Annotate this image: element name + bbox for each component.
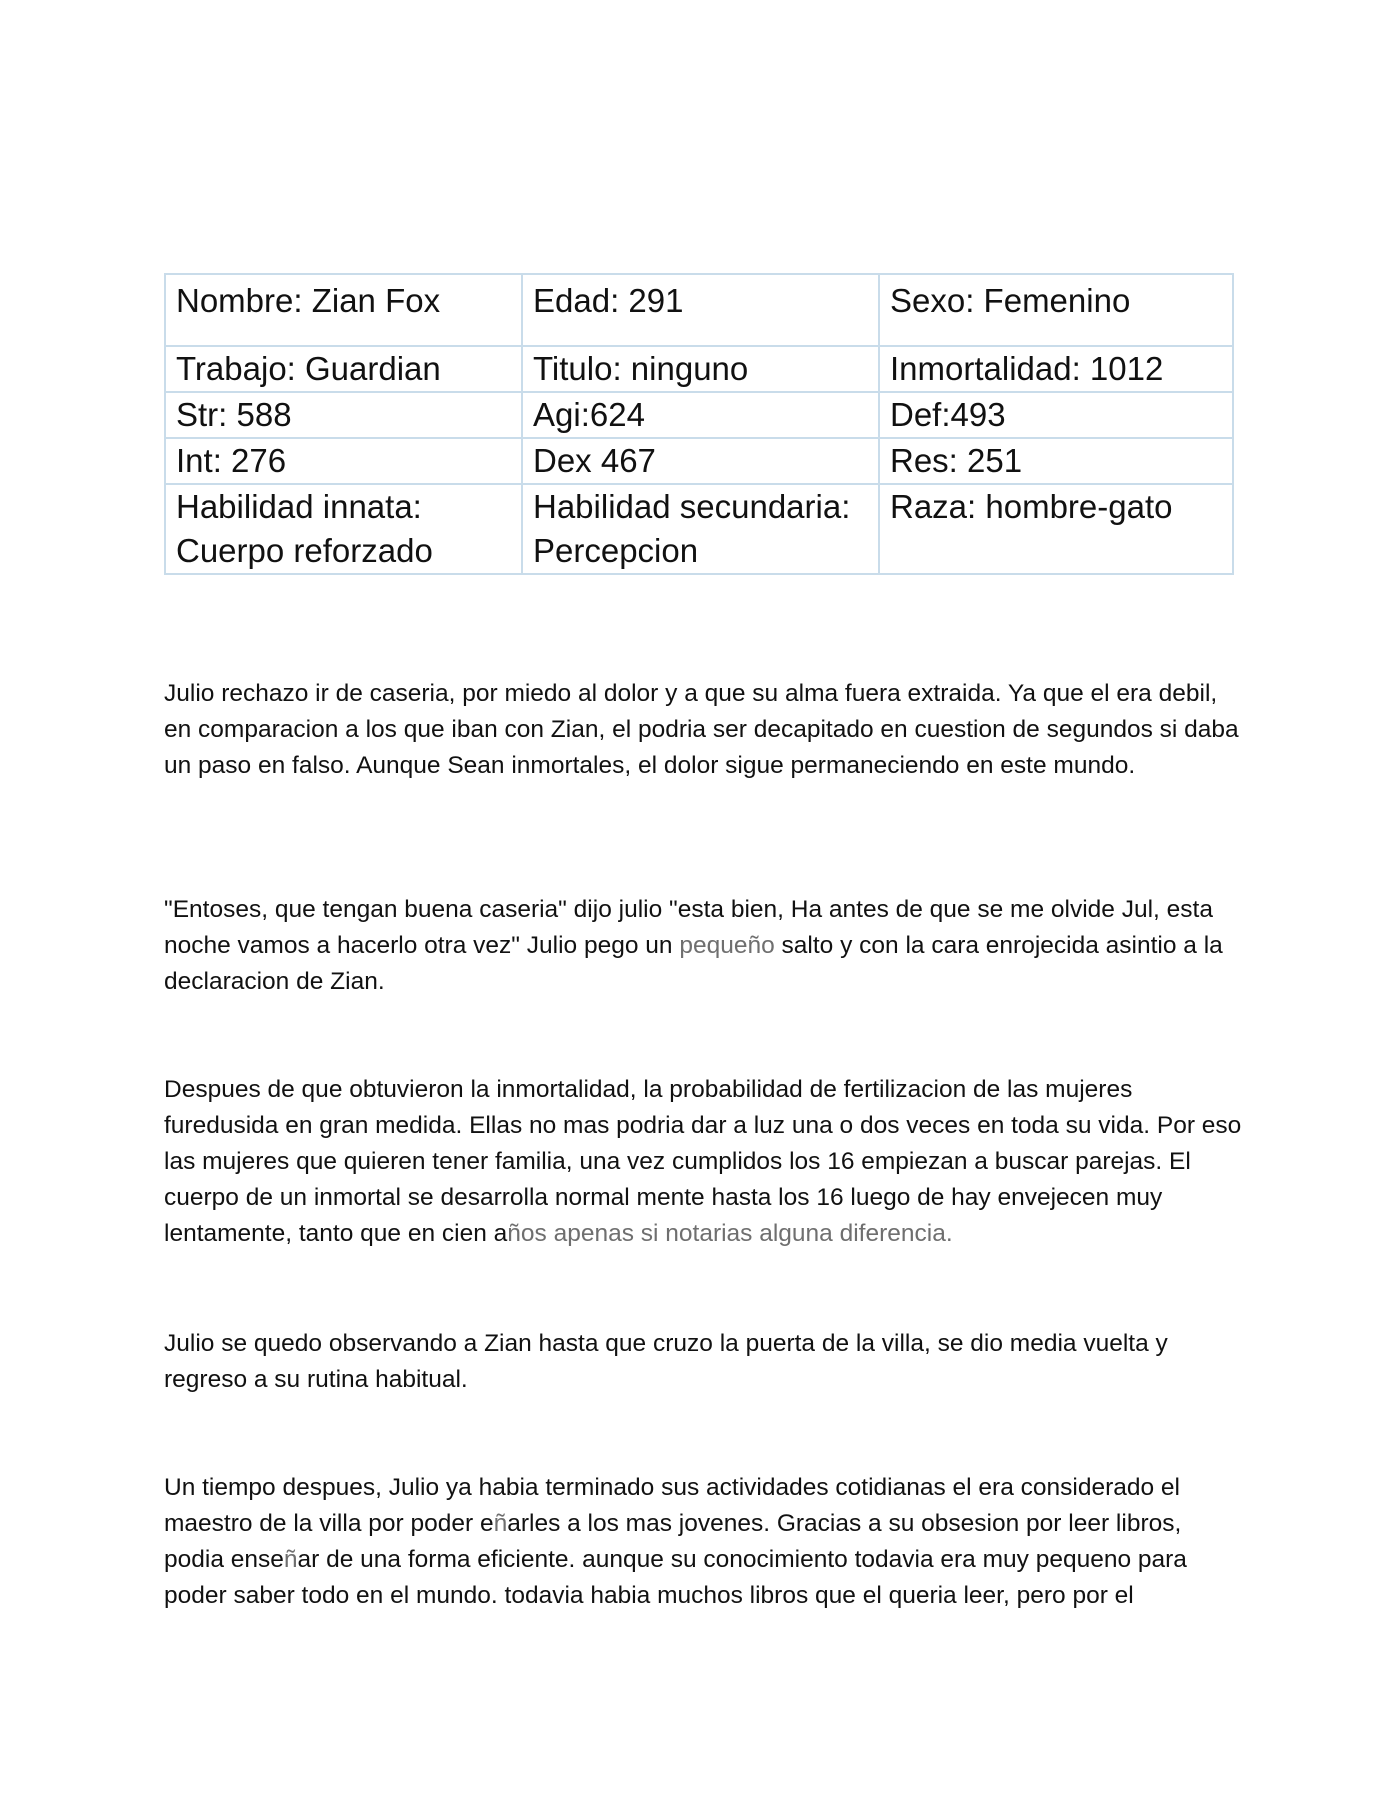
text-run: ños apenas si notarias alguna diferencia. bbox=[507, 1220, 953, 1247]
paragraph-text bbox=[164, 1072, 1244, 1252]
text-run: pequeño bbox=[679, 932, 775, 959]
table-cell bbox=[165, 346, 522, 392]
table-row bbox=[165, 438, 1233, 484]
cell-text: Dex 467 bbox=[533, 442, 656, 479]
cell-text: Raza: hombre-gato bbox=[890, 488, 1173, 525]
text-run: salto y con la cara enrojecida asintio a la declaracion de Zian. bbox=[164, 932, 1223, 995]
text-run: ñ bbox=[493, 1510, 508, 1537]
table-cell bbox=[522, 438, 879, 484]
text-run: arles a los mas jovenes. Gracias a su obsesion por leer libros, podia ense bbox=[164, 1510, 1182, 1573]
paragraph bbox=[164, 1072, 1244, 1252]
cell-text: Int: 276 bbox=[176, 442, 287, 479]
paragraph bbox=[164, 892, 1244, 1000]
paragraph bbox=[164, 1470, 1244, 1614]
paragraph-text bbox=[164, 1470, 1244, 1614]
table-cell bbox=[879, 346, 1233, 392]
paragraph-text bbox=[164, 892, 1244, 1000]
table-cell bbox=[165, 392, 522, 438]
table-cell bbox=[879, 438, 1233, 484]
table-cell bbox=[165, 484, 522, 574]
table-cell bbox=[522, 274, 879, 346]
text-run: "Entoses, que tengan buena caseria" dijo julio "esta bien, Ha antes de que se me olvide Jul, esta noche vamos a hacerlo otra vez" Julio pego un bbox=[164, 896, 1213, 959]
cell-text: Nombre: Zian Fox bbox=[176, 282, 441, 319]
table-cell bbox=[879, 484, 1233, 574]
table-cell bbox=[165, 274, 522, 346]
cell-text: Agi:624 bbox=[533, 396, 645, 433]
character-stats-table bbox=[164, 273, 1234, 575]
text-run: ar de una forma eficiente. aunque su conocimiento todavia era muy pequeno para poder saber todo en el mundo. todavia habia muchos libros que el queria leer, pero por el bbox=[164, 1546, 1187, 1609]
table-row bbox=[165, 346, 1233, 392]
paragraph-text: Julio rechazo ir de caseria, por miedo al dolor y a que su alma fuera extraida. Ya que el era debil, en comparacion a los que iban con Zian, el podria ser decapitado en cuestion de segundos si daba un paso en falso. Aunque Sean inmortales, el dolor sigue permaneciendo en este mundo. bbox=[164, 680, 1239, 779]
table-row bbox=[165, 484, 1233, 574]
cell-text: Habilidad innata: Cuerpo reforzado bbox=[176, 488, 433, 569]
table-cell bbox=[879, 392, 1233, 438]
paragraph-text: Julio se quedo observando a Zian hasta que cruzo la puerta de la villa, se dio media vuelta y regreso a su rutina habitual. bbox=[164, 1330, 1168, 1393]
text-run: ñ bbox=[283, 1546, 298, 1573]
table-cell bbox=[522, 392, 879, 438]
cell-text: Edad: 291 bbox=[533, 282, 684, 319]
cell-text: Sexo: Femenino bbox=[890, 282, 1131, 319]
text-run: Despues de que obtuvieron la inmortalidad, la probabilidad de fertilizacion de las mujeres furedusida en gran medida. Ellas no mas podria dar a luz una o dos veces en toda su vida. Por eso las mujeres que quieren tener familia, una vez cumplidos los 16 empiezan a buscar parejas. El cuerpo de un inmortal se desarrolla normal mente hasta los 16 luego de hay envejecen muy lentamente, tanto que en cien a bbox=[164, 1076, 1242, 1247]
table-cell bbox=[879, 274, 1233, 346]
paragraph bbox=[164, 676, 1244, 784]
table-row bbox=[165, 392, 1233, 438]
table-cell bbox=[522, 346, 879, 392]
text-run: Un tiempo despues, Julio ya habia terminado sus actividades cotidianas el era considerado el maestro de la villa por poder e bbox=[164, 1474, 1180, 1537]
paragraph bbox=[164, 1326, 1244, 1398]
table-cell bbox=[165, 438, 522, 484]
cell-text: Inmortalidad: 1012 bbox=[890, 350, 1164, 387]
cell-text: Titulo: ninguno bbox=[533, 350, 749, 387]
cell-text: Str: 588 bbox=[176, 396, 292, 433]
table-row bbox=[165, 274, 1233, 346]
cell-text: Res: 251 bbox=[890, 442, 1023, 479]
cell-text: Habilidad secundaria: Percepcion bbox=[533, 488, 851, 569]
cell-text: Trabajo: Guardian bbox=[176, 350, 441, 387]
cell-text: Def:493 bbox=[890, 396, 1006, 433]
table-cell bbox=[522, 484, 879, 574]
